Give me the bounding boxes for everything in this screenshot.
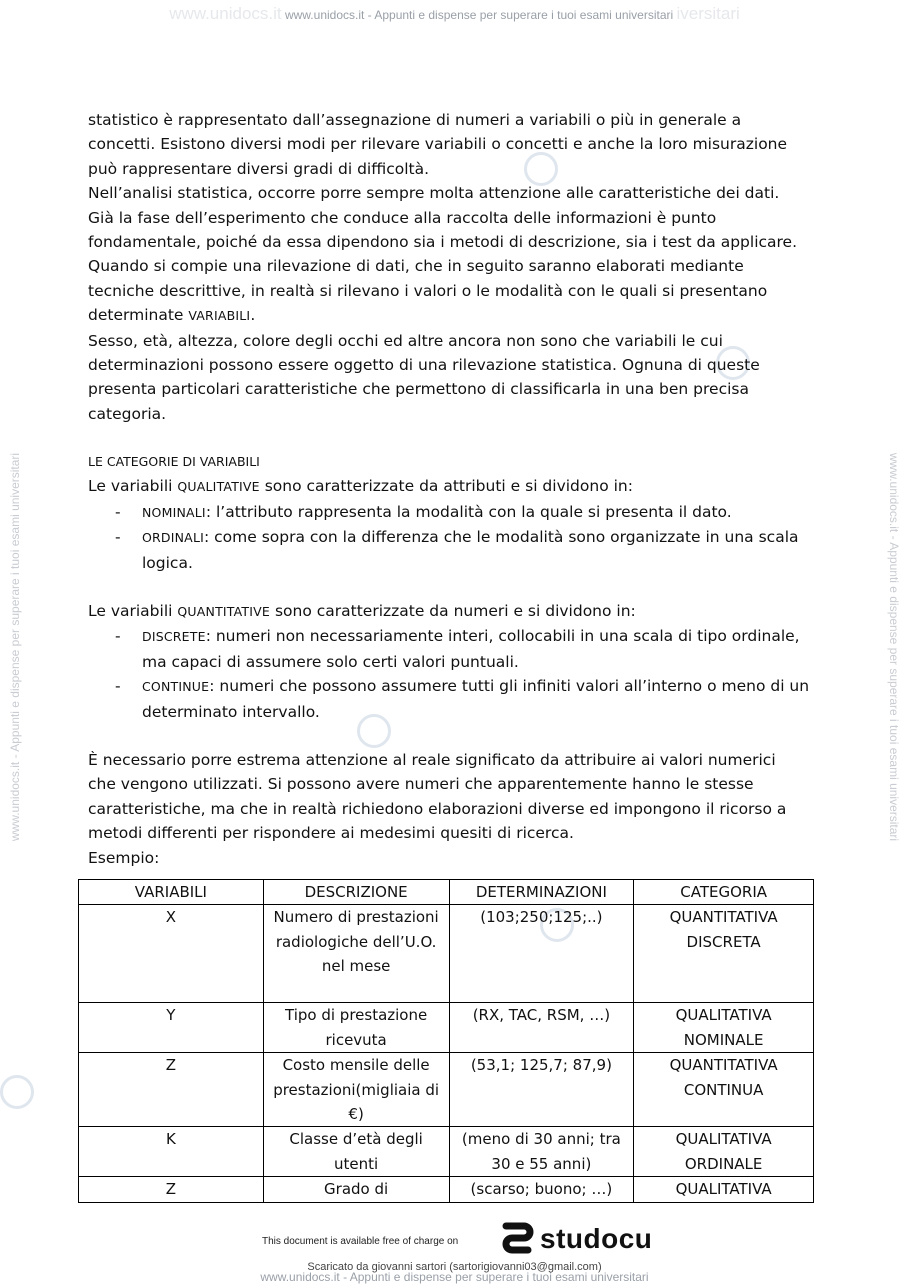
section-heading: LE CATEGORIE DI VARIABILI — [88, 454, 260, 470]
table-header: CATEGORIA — [634, 880, 814, 905]
smallcaps-term: NOMINALI — [142, 504, 206, 520]
body-line: Già la fase dell’esperimento che conduce alla raccolta delle informazioni è punto — [88, 208, 717, 227]
watermark-top-text: www.unidocs.it - Appunti e dispense per superare i tuoi esami universitari — [284, 8, 674, 22]
list-item — [88, 624, 823, 674]
smallcaps-term: CONTINUE — [142, 679, 210, 695]
body-line: tecniche descrittive, in realtà si rilevano i valori o le modalità con le quali si presentano — [88, 281, 768, 300]
brand-name: studocu — [540, 1223, 653, 1254]
body-line: può rappresentare diversi gradi di difficoltà. — [88, 159, 430, 178]
table-cell: QUALITATIVA ORDINALE — [634, 1127, 814, 1177]
table-cell: Numero di prestazioni radiologiche dell’U.O. nel mese — [263, 905, 449, 1003]
list-item — [88, 500, 823, 525]
body-line: metodi differenti per rispondere ai medesimi quesiti di ricerca. — [88, 824, 574, 843]
table-row — [79, 1053, 814, 1127]
example-table — [78, 879, 814, 1203]
table-cell: QUALITATIVA — [634, 1177, 814, 1202]
list-item — [88, 525, 823, 575]
table-cell: Grado di — [263, 1177, 449, 1202]
table-cell: (RX, TAC, RSM, …) — [449, 1003, 634, 1053]
text-span: sono caratterizzate da numeri e si dividono in: — [270, 601, 636, 620]
text-span: sono caratterizzate da attributi e si dividono in: — [259, 477, 633, 496]
table-cell: QUALITATIVA NOMINALE — [634, 1003, 814, 1053]
watermark-faint-right: iversitari — [676, 4, 740, 23]
text-span: determinate — [88, 306, 189, 325]
body-line — [88, 303, 823, 328]
body-line: È necessario porre estrema attenzione al reale significato da attribuire ai valori numerici — [88, 750, 776, 769]
document-body — [88, 108, 823, 870]
list-item — [88, 674, 823, 724]
watermark-top — [0, 4, 909, 24]
table-row — [79, 905, 814, 1003]
table-cell: (meno di 30 anni; tra 30 e 55 anni) — [449, 1127, 634, 1177]
table-cell: (scarso; buono; …) — [449, 1177, 634, 1202]
body-line: determinazioni possono essere oggetto di una rilevazione statistica. Ognuna di queste — [88, 356, 760, 375]
smallcaps-term: ORDINALI — [142, 530, 204, 546]
studocu-logo-icon — [500, 1222, 534, 1256]
smallcaps-term: VARIABILI — [188, 308, 251, 324]
table-cell: K — [79, 1127, 264, 1177]
download-info: Scaricato da giovanni sartori (sartorigiovanni03@gmail.com) — [307, 1261, 602, 1273]
table-header: DETERMINAZIONI — [449, 880, 634, 905]
table-row — [79, 1003, 814, 1053]
smallcaps-term: DISCRETE — [142, 629, 206, 645]
watermark-left: www.unidocs.it - Appunti e dispense per superare i tuoi esami universitari — [8, 452, 22, 842]
list-item-text: : come sopra con la differenza che le modalità sono organizzate in una scala logica. — [142, 528, 799, 572]
qualitative-intro — [88, 474, 823, 499]
table-cell: Y — [79, 1003, 264, 1053]
table-cell: Tipo di prestazione ricevuta — [263, 1003, 449, 1053]
body-line: caratteristiche, ma che in realtà richiedono elaborazioni diverse ed impongono il ricorso a — [88, 799, 787, 818]
quantitative-intro — [88, 599, 823, 624]
list-item-text: : numeri non necessariamente interi, collocabili in una scala di tipo ordinale, ma capaci di assumere solo certi valori puntuali. — [142, 627, 800, 671]
text-span: Le variabili — [88, 601, 178, 620]
list-item-text: : numeri che possono assumere tutti gli infiniti valori all’interno o meno di un determinato intervallo. — [142, 677, 810, 721]
table-header: VARIABILI — [79, 880, 264, 905]
example-label: Esempio: — [88, 848, 160, 867]
body-line: che vengono utilizzati. Si possono avere numeri che apparentemente hanno le stesse — [88, 775, 754, 794]
body-line: statistico è rappresentato dall’assegnazione di numeri a variabili o più in generale a — [88, 111, 742, 129]
table-header-row — [79, 880, 814, 905]
smallcaps-term: QUALITATIVE — [177, 479, 260, 495]
quantitative-list — [88, 624, 823, 724]
table-cell: (53,1; 125,7; 87,9) — [449, 1053, 634, 1127]
qualitative-list — [88, 500, 823, 575]
smallcaps-term: QUANTITATIVE — [177, 603, 271, 619]
table-row — [79, 1177, 814, 1202]
body-line: Nell’analisi statistica, occorre porre sempre molta attenzione alle caratteristiche dei dati. — [88, 184, 780, 203]
text-span: Le variabili — [88, 477, 178, 496]
table-cell: QUANTITATIVA DISCRETA — [634, 905, 814, 1003]
body-line: concetti. Esistono diversi modi per rilevare variabili o concetti e anche la loro misurazione — [88, 135, 788, 154]
watermark-logo-icon — [0, 1075, 34, 1109]
available-text: This document is available free of charge on — [262, 1236, 459, 1247]
watermark-faint-left: www.unidocs.it — [169, 4, 282, 23]
body-line: Sesso, età, altezza, colore degli occhi ed altre ancora non sono che variabili le cui — [88, 331, 723, 350]
table-cell: Costo mensile delle prestazioni(migliaia di €) — [263, 1053, 449, 1127]
body-line: Quando si compie una rilevazione di dati, che in seguito saranno elaborati mediante — [88, 257, 744, 276]
body-line: categoria. — [88, 404, 167, 423]
watermark-bottom: www.unidocs.it - Appunti e dispense per superare i tuoi esami universitari — [260, 1270, 649, 1284]
table-cell: Z — [79, 1053, 264, 1127]
list-item-text: : l’attributo rappresenta la modalità con la quale si presenta il dato. — [205, 502, 732, 521]
table-cell: Classe d’età degli utenti — [263, 1127, 449, 1177]
table-header: DESCRIZIONE — [263, 880, 449, 905]
table-row — [79, 1127, 814, 1177]
table-cell: (103;250;125;..) — [449, 905, 634, 1003]
table-cell: Z — [79, 1177, 264, 1202]
body-line: presenta particolari caratteristiche che permettono di classificarla in una ben precisa — [88, 380, 749, 399]
text-span: . — [250, 306, 256, 325]
table-cell: QUANTITATIVA CONTINUA — [634, 1053, 814, 1127]
watermark-right: www.unidocs.it - Appunti e dispense per superare i tuoi esami universitari — [887, 452, 901, 842]
body-line: fondamentale, poiché da essa dipendono sia i metodi di descrizione, sia i test da applicare. — [88, 233, 798, 252]
studocu-brand[interactable] — [500, 1222, 652, 1256]
table-cell: X — [79, 905, 264, 1003]
